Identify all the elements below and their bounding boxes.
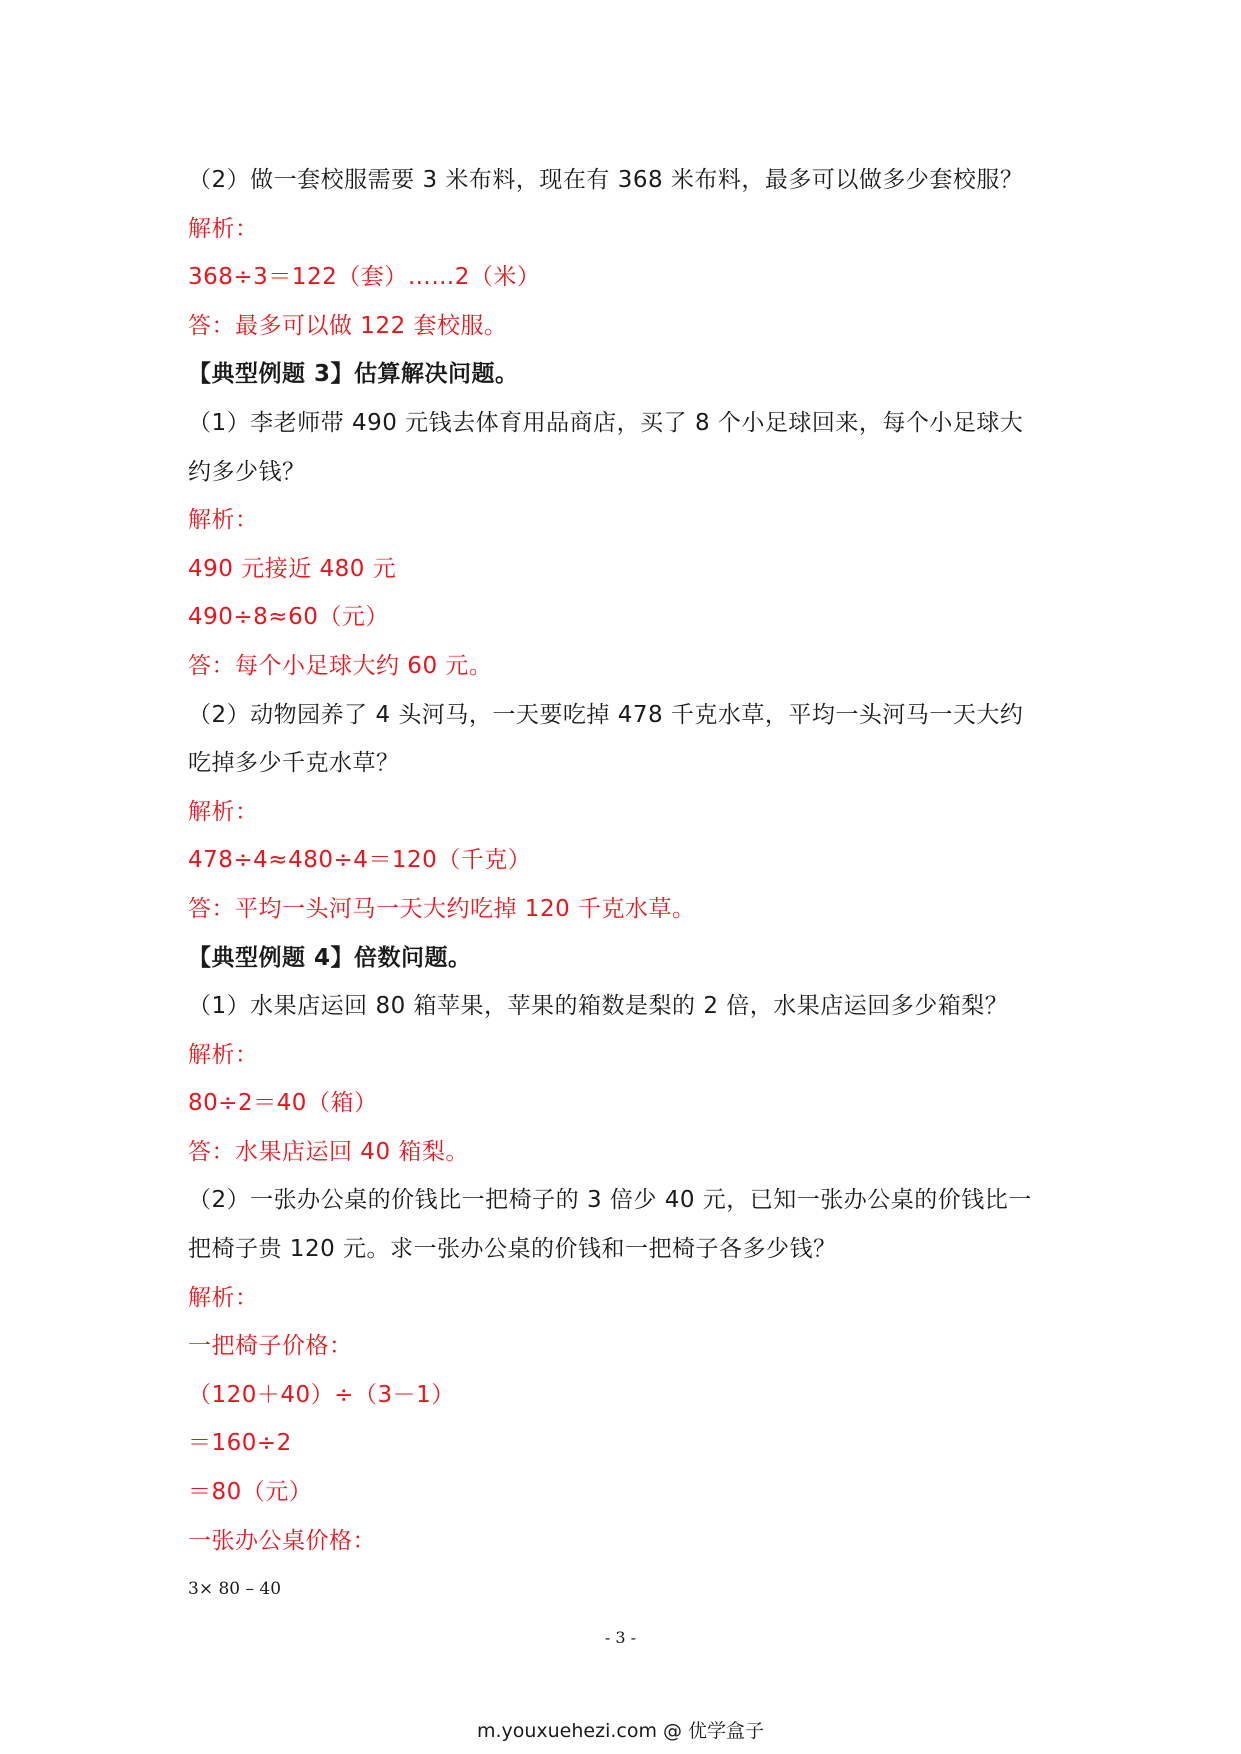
solution-step: 490÷8≈60（元） [188, 604, 389, 631]
question-3-2-text-cont: 吃掉多少千克水草？ [188, 750, 400, 777]
example-3-heading: 【典型例题 3】估算解决问题。 [188, 361, 519, 388]
solution-step: 368÷3＝122（套）……2（米） [188, 264, 541, 291]
question-3-1-text: （1）李老师带 490 元钱去体育用品商店，买了 8 个小足球回来，每个小足球大 [188, 409, 1024, 436]
analysis-label: 解析： [188, 1284, 259, 1311]
solution-step: 478÷4≈480÷4＝120（千克） [188, 847, 532, 874]
question-4-1-text: （1）水果店运回 80 箱苹果，苹果的箱数是梨的 2 倍，水果店运回多少箱梨？ [188, 993, 1009, 1020]
solution-step: （120＋40）÷（3－1） [188, 1381, 455, 1408]
page-number: - 3 - [604, 1628, 637, 1647]
formula-expression: 3× 80 – 40 [188, 1579, 282, 1600]
example-4-heading: 【典型例题 4】倍数问题。 [188, 944, 472, 971]
analysis-label: 解析： [188, 507, 259, 534]
solution-step: ＝160÷2 [188, 1430, 292, 1457]
question-4-2-text: （2）一张办公桌的价钱比一把椅子的 3 倍少 40 元，已知一张办公桌的价钱比一 [188, 1187, 1032, 1214]
solution-step-label: 一张办公桌价格： [188, 1527, 376, 1554]
answer-line: 答：最多可以做 122 套校服。 [188, 312, 508, 339]
answer-line: 答：平均一头河马一天大约吃掉 120 千克水草。 [188, 895, 696, 922]
question-3-2-text: （2）动物园养了 4 头河马，一天要吃掉 478 千克水草，平均一头河马一天大约 [188, 701, 1024, 728]
solution-step: 490 元接近 480 元 [188, 555, 397, 582]
footer-watermark: m.youxuehezi.com @ 优学盒子 [476, 1720, 765, 1742]
question-4-2-text-cont: 把椅子贵 120 元。求一张办公桌的价钱和一把椅子各多少钱？ [188, 1236, 837, 1263]
question-2-text: （2）做一套校服需要 3 米布料，现在有 368 米布料，最多可以做多少套校服？ [188, 167, 1024, 193]
solution-step: 80÷2＝40（箱） [188, 1090, 378, 1117]
analysis-label: 解析： [188, 798, 259, 825]
answer-line: 答：每个小足球大约 60 元。 [188, 652, 493, 679]
solution-step: ＝80（元） [188, 1479, 313, 1506]
analysis-label: 解析： [188, 1041, 259, 1068]
solution-step-label: 一把椅子价格： [188, 1333, 353, 1360]
question-3-1-text-cont: 约多少钱？ [188, 458, 306, 485]
document-body [188, 156, 1068, 1614]
analysis-label: 解析： [188, 215, 259, 242]
answer-line: 答：水果店运回 40 箱梨。 [188, 1138, 469, 1165]
